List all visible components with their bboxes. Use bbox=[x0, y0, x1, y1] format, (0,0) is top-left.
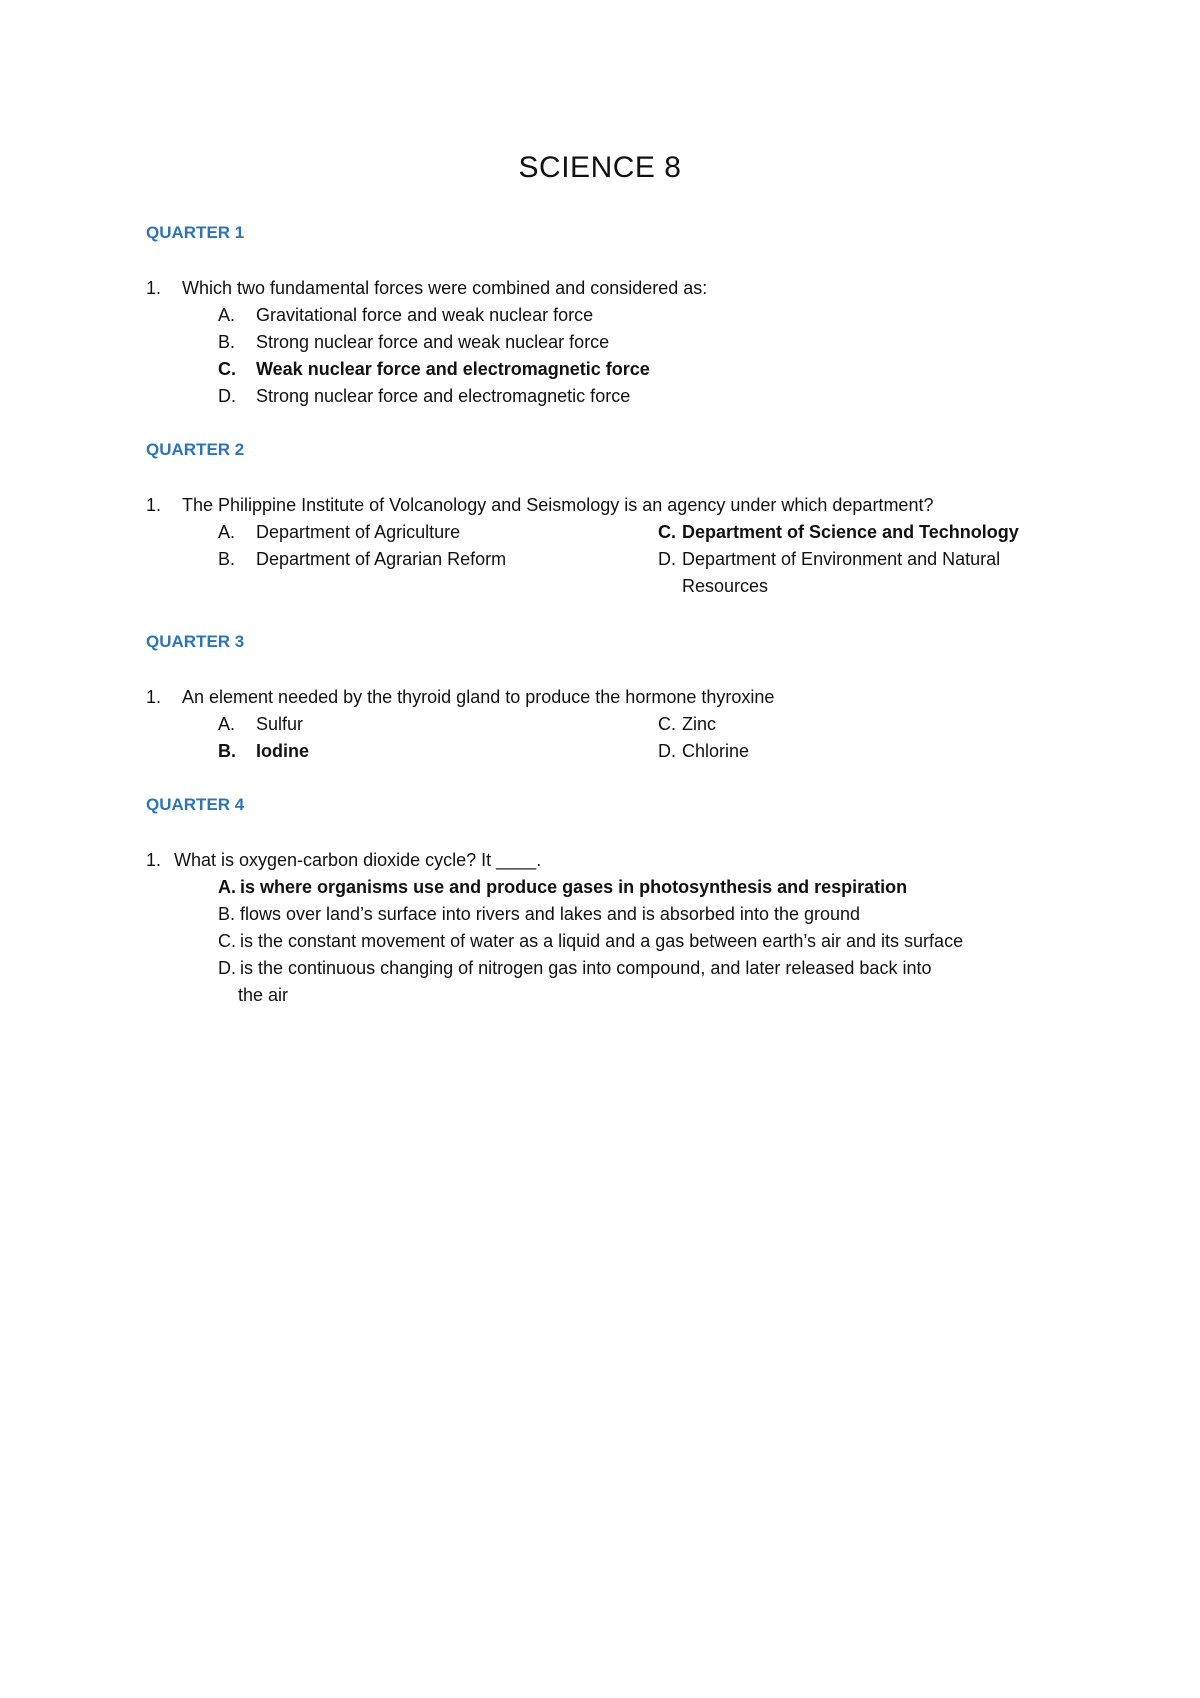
q1-choice-c-answer: Weak nuclear force and electromagnetic force bbox=[256, 359, 650, 379]
q2-choice-c-letter: C. bbox=[658, 522, 676, 542]
q1-choice-a: Gravitational force and weak nuclear force bbox=[256, 305, 594, 325]
q3-choice-a-letter: A. bbox=[218, 714, 236, 734]
q3-choice-d: Chlorine bbox=[682, 741, 750, 761]
q4-choice-c-letter: C. bbox=[218, 931, 236, 951]
q1-choice-d: Strong nuclear force and electromagnetic force bbox=[256, 386, 631, 406]
q4-choice-a-answer: is where organisms use and produce gases in photosynthesis and respiration bbox=[240, 877, 908, 897]
q2-choice-b: Department of Agrarian Reform bbox=[256, 549, 507, 569]
q4-choice-c: is the constant movement of water as a liquid and a gas between earth’s air and its surface bbox=[240, 931, 964, 951]
q2-choice-d: Department of Environment and Natural bbox=[682, 549, 1001, 569]
q2-choice-b-letter: B. bbox=[218, 549, 236, 569]
q2-number: 1. bbox=[146, 495, 162, 515]
q4-choice-d-letter: D. bbox=[218, 958, 236, 978]
q1-choice-d-letter: D. bbox=[218, 386, 236, 406]
quarter-1-heading: QUARTER 1 bbox=[146, 223, 245, 242]
q2-choice-c-answer: Department of Science and Technology bbox=[682, 522, 1019, 542]
q4-choice-a-letter: A. bbox=[218, 877, 236, 897]
q2-choice-d-letter: D. bbox=[658, 549, 676, 569]
q2-choice-a-letter: A. bbox=[218, 522, 236, 542]
q3-choice-b-answer: Iodine bbox=[256, 741, 309, 761]
q4-question: What is oxygen-carbon dioxide cycle? It ____. bbox=[174, 850, 542, 870]
q1-choice-a-letter: A. bbox=[218, 305, 236, 325]
q2-choice-d-continued: Resources bbox=[682, 576, 769, 596]
q1-choice-b-letter: B. bbox=[218, 332, 236, 352]
q4-choice-b: flows over land’s surface into rivers and lakes and is absorbed into the ground bbox=[240, 904, 861, 924]
q3-choice-d-letter: D. bbox=[658, 741, 676, 761]
document-title: SCIENCE 8 bbox=[518, 151, 682, 184]
q1-choice-b: Strong nuclear force and weak nuclear force bbox=[256, 332, 610, 352]
q4-number: 1. bbox=[146, 850, 162, 870]
q3-choice-c: Zinc bbox=[682, 714, 717, 734]
q1-choice-c-letter: C. bbox=[218, 359, 236, 379]
q4-choice-d: is the continuous changing of nitrogen gas into compound, and later released back into bbox=[240, 958, 932, 978]
q1-number: 1. bbox=[146, 278, 162, 298]
q2-choice-a: Department of Agriculture bbox=[256, 522, 461, 542]
q4-choice-b-letter: B. bbox=[218, 904, 236, 924]
q3-question: An element needed by the thyroid gland to produce the hormone thyroxine bbox=[182, 687, 775, 707]
q3-choice-b-letter: B. bbox=[218, 741, 236, 761]
quarter-2-heading: QUARTER 2 bbox=[146, 440, 245, 459]
q3-choice-a: Sulfur bbox=[256, 714, 304, 734]
q2-question: The Philippine Institute of Volcanology and Seismology is an agency under which department? bbox=[182, 495, 934, 515]
q3-number: 1. bbox=[146, 687, 162, 707]
q4-choice-d-continued: the air bbox=[238, 985, 289, 1005]
q3-choice-c-letter: C. bbox=[658, 714, 676, 734]
quarter-3-heading: QUARTER 3 bbox=[146, 632, 245, 651]
quarter-4-heading: QUARTER 4 bbox=[146, 795, 245, 814]
q1-question: Which two fundamental forces were combined and considered as: bbox=[182, 278, 708, 298]
